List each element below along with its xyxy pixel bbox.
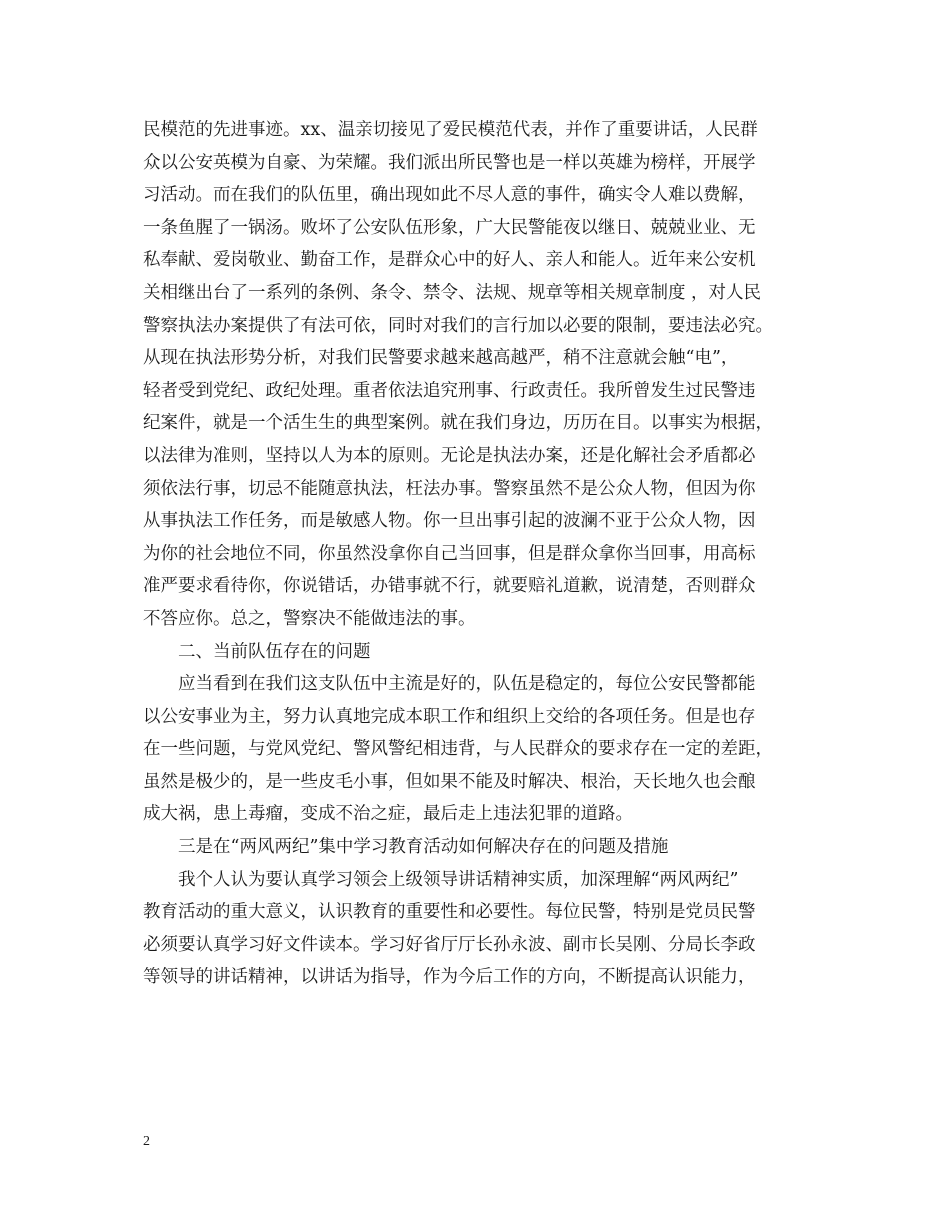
- text-line: 关相继出台了一系列的条例、条令、禁令、法规、规章等相关规章制度 ，对人民: [143, 282, 762, 303]
- text-line: 须依法行事，切忌不能随意执法，枉法办事。警察虽然不是公众人物，但因为你: [143, 478, 756, 499]
- text-line: 纪案件，就是一个活生生的典型案例。就在我们身边，历历在目。以事实为根据，: [143, 413, 773, 434]
- text-line: 必须要认真学习好文件读本。学习好省厅厅长孙永波、副市长吴刚、分局长李政: [143, 934, 756, 955]
- text-line: 以公安事业为主，努力认真地完成本职工作和组织上交给的各项任务。但是也存: [143, 706, 756, 727]
- text-line: 成大祸，患上毒瘤，变成不治之症，最后走上违法犯罪的道路。: [143, 804, 633, 825]
- text-line: 私奉献、爱岗敬业、勤奋工作，是群众心中的好人、亲人和能人。近年来公安机: [143, 250, 756, 271]
- text-line: 轻者受到党纪、政纪处理。重者依法追究刑事、行政责任。我所曾发生过民警违: [143, 380, 756, 401]
- text-line: 从事执法工作任务，而是敏感人物。你一旦出事引起的波澜不亚于公众人物，因: [143, 511, 756, 532]
- text-line: 应当看到在我们这支队伍中主流是好的，队伍是稳定的，每位公安民警都能: [178, 674, 756, 695]
- document-body: [143, 114, 823, 994]
- text-line: 不答应你。总之，警察决不能做违法的事。: [143, 608, 476, 629]
- text-line: 教育活动的重大意义，认识教育的重要性和必要性。每位民警，特别是党员民警: [143, 902, 756, 923]
- section-heading: 二、当前队伍存在的问题: [178, 641, 371, 662]
- text-line: 众以公安英模为自豪、为荣耀。我们派出所民警也是一样以英雄为榜样，开展学: [143, 152, 756, 173]
- text-line: 虽然是极少的，是一些皮毛小事，但如果不能及时解决、根治，天长地久也会酿: [143, 771, 756, 792]
- text-line: 准严要求看待你，你说错话，办错事就不行，就要赔礼道歉，说清楚，否则群众: [143, 576, 756, 597]
- text-line: 我个人认为要认真学习领会上级领导讲话精神实质，加深理解“两风两纪”: [178, 869, 739, 890]
- text-line: 在一些问题，与党风党纪、警风警纪相违背，与人民群众的要求存在一定的差距，: [143, 739, 773, 760]
- text-line: 从现在执法形势分析，对我们民警要求越来越高越严，稍不注意就会触“电”，: [143, 348, 739, 369]
- text-line: 习活动。而在我们的队伍里，确出现如此不尽人意的事件，确实令人难以费解，: [143, 185, 756, 206]
- section-heading: 三是在“两风两纪”集中学习教育活动如何解决存在的问题及措施: [178, 837, 669, 858]
- text-line: 民模范的先进事迹。xx、温亲切接见了爱民模范代表，并作了重要讲话，人民群: [143, 120, 758, 140]
- text-line: 警察执法办案提供了有法可依，同时对我们的言行加以必要的限制，要违法必究。: [143, 315, 773, 336]
- page-number: 2: [143, 1134, 150, 1149]
- text-line: 以法律为准则，坚持以人为本的原则。无论是执法办案，还是化解社会矛盾都必: [143, 445, 756, 466]
- text-line: 为你的社会地位不同，你虽然没拿你自己当回事，但是群众拿你当回事，用高标: [143, 543, 756, 564]
- text-line: 一条鱼腥了一锅汤。败坏了公安队伍形象，广大民警能夜以继日、兢兢业业、无: [143, 217, 756, 238]
- text-line: 等领导的讲话精神，以讲话为指导，作为今后工作的方向，不断提高认识能力，: [143, 967, 756, 988]
